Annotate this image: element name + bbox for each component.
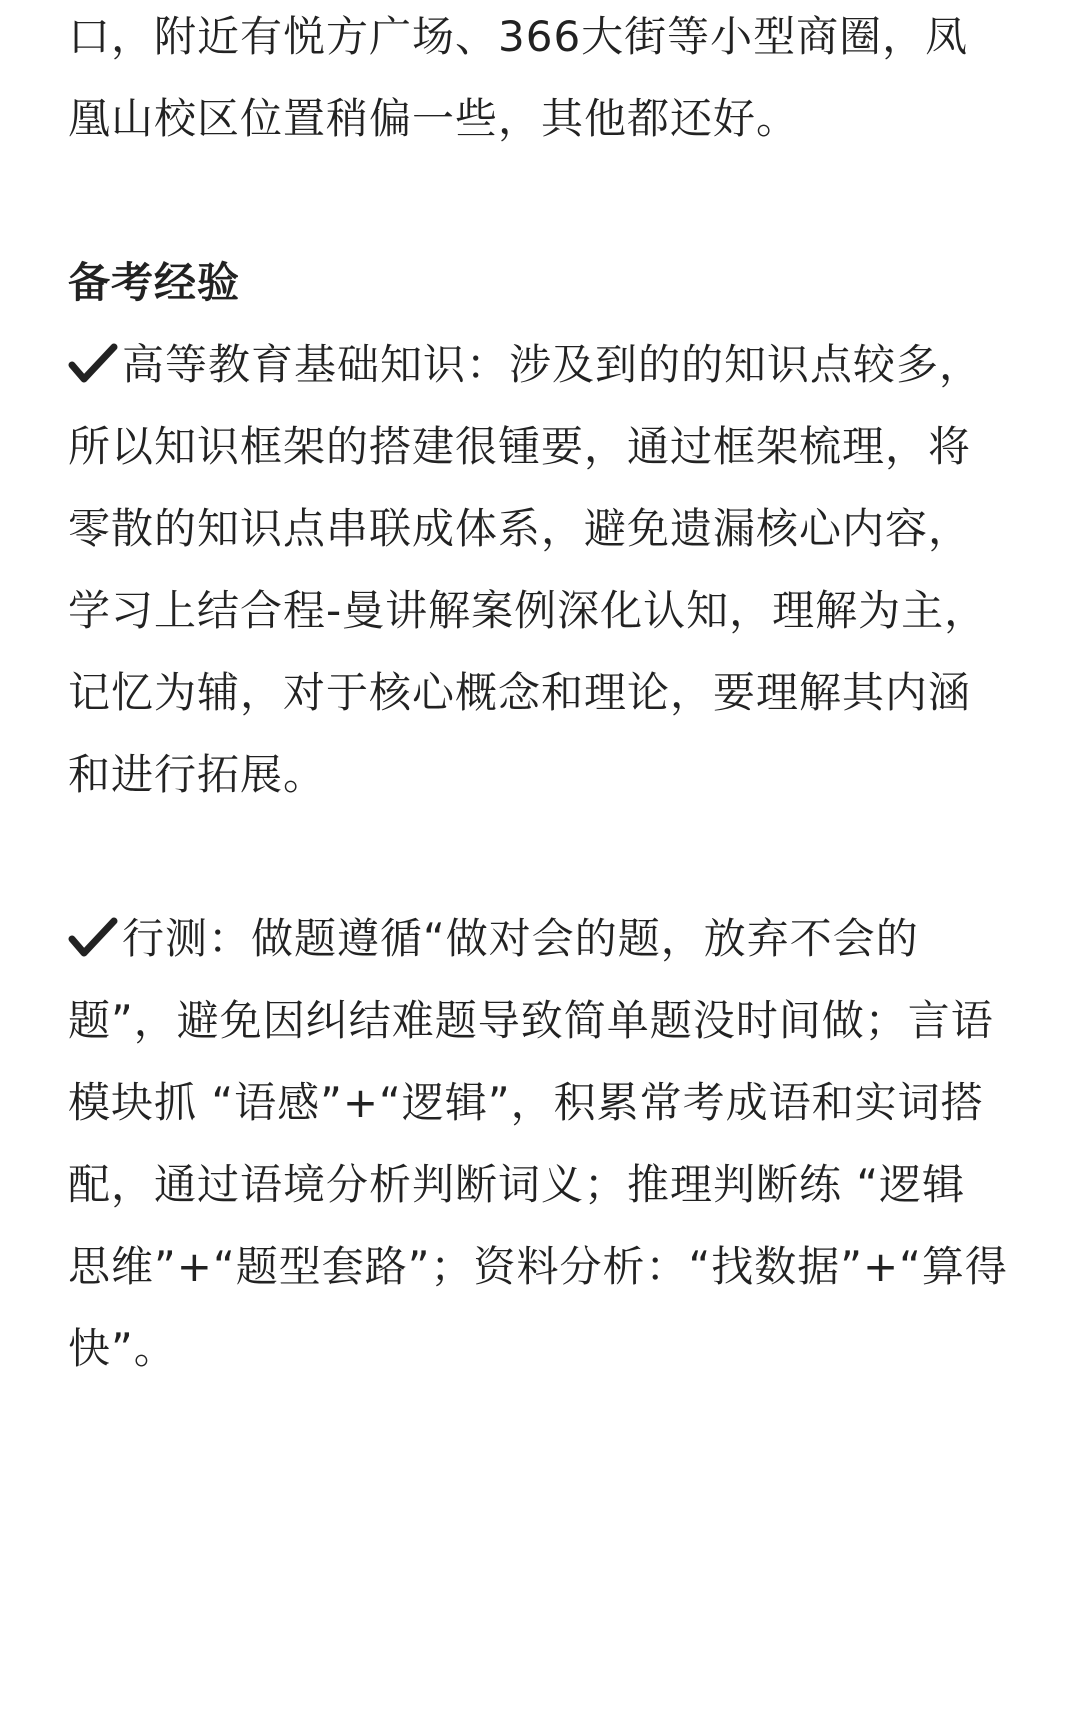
article-body (68, 0, 1008, 1390)
section-heading: 备考经验 (68, 258, 241, 307)
tip-paragraph-education (68, 324, 1008, 816)
tip-paragraph-xingce (68, 898, 1008, 1390)
check-icon (68, 904, 118, 946)
tip-text-xingce: 行测：做题遵循“做对会的题，放弃不会的题”，避免因纠结难题导致简单题没时间做；言语模块抓 “语感”+“逻辑”，积累常考成语和实词搭配，通过语境分析判断词义；推理判断练 “逻辑思维”+“题型套路”；资料分析：“找数据”+“算得快”。 (68, 914, 1008, 1373)
paragraph-spacer (68, 816, 1008, 898)
check-icon (68, 330, 118, 372)
intro-paragraph: 口，附近有悦方广场、366大街等小型商圈，凤凰山校区位置稍偏一些，其他都还好。 (68, 12, 969, 143)
tip-text-education: 高等教育基础知识：涉及到的的知识点较多，所以知识框架的搭建很锺要，通过框架梳理，将零散的知识点串联成体系，避免遗漏核心内容，学习上结合程-曼讲解案例深化认知，理解为主，记忆为辅，对于核心概念和理论，要理解其内涵和进行拓展。 (68, 340, 988, 799)
